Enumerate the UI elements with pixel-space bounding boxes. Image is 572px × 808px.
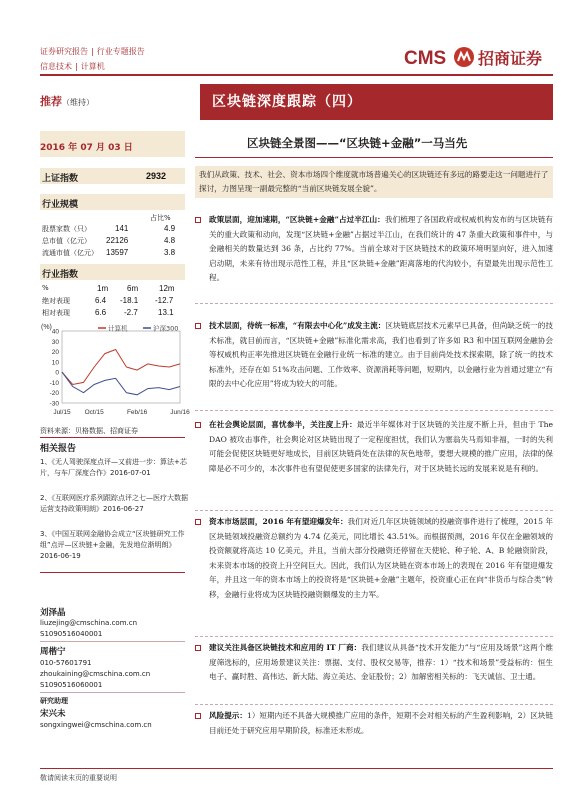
y-tick-label: 20 [51, 349, 59, 357]
category-research: 证券研究报告 [40, 47, 88, 56]
report-date: 2016 年 07 月 03 日 [40, 143, 133, 153]
report-subtitle: 区块链全景图——“区块链+金融”一马当先 [247, 136, 468, 150]
bullet-square-icon [195, 323, 201, 329]
analyst-cert: S1090516060001 [40, 681, 103, 689]
index-label: 上证指数 [42, 174, 79, 184]
perf-cell: -18.1 [120, 296, 139, 305]
analyst-email[interactable]: songxingwei@cmschina.com.cn [40, 721, 152, 729]
rating-label: 推荐 [40, 95, 62, 108]
perf-col-header: 6m [127, 284, 139, 293]
bullet-heading: 建议关注具备区块链技术和应用的 IT 厂商： [209, 643, 362, 652]
perf-cell: 6.4 [95, 296, 107, 305]
bullet-heading: 技术层面，待统一标准，“有限去中心化”成发主流： [209, 321, 386, 330]
legend-label: 计算机 [108, 324, 128, 333]
category-sector: 信息技术 [40, 62, 72, 71]
analyst-divider [40, 641, 185, 642]
y-tick-label: 30 [51, 338, 59, 346]
bullet-square-icon [195, 217, 201, 223]
index-value: 2932 [146, 171, 167, 181]
rating [40, 93, 94, 109]
bullet-square-icon [195, 519, 201, 525]
bullet-heading: 政策层面，迎加速期，“区块链+金融”占过半江山： [209, 215, 385, 224]
y-tick-label: 40 [51, 328, 59, 336]
section-divider [40, 437, 185, 438]
related-title: 相关报告 [40, 444, 77, 454]
footer-divider [40, 768, 553, 769]
analyst-divider [40, 692, 185, 693]
scale-row-label: 流通市值（亿元） [42, 249, 98, 257]
perf-col-header: 12m [159, 284, 175, 293]
scale-row-value: 13597 [106, 248, 129, 257]
category-industry: 计算机 [80, 62, 105, 71]
perf-cell: -12.7 [155, 296, 174, 305]
perf-row-label: 相对表现 [42, 309, 70, 317]
scale-row-pct: 3.8 [164, 248, 176, 257]
y-tick-label: -20 [49, 390, 59, 398]
bullet-square-icon [195, 422, 201, 428]
y-tick-label: -30 [49, 400, 59, 408]
perf-row-label: 绝对表现 [42, 297, 70, 305]
bullet-text: 1）短期内还不具备大规模推广应用的条件，短期不会对相关标的产生盈利影响，2）区块链目前还处于研究应用早期阶段，标准还未形成。 [209, 711, 553, 735]
logo-cn: 招商证券 [478, 49, 543, 68]
bullet-text: 区块链底层技术元素早已具备，但尚缺乏统一的技术标准，就目前而言，“区块链+金融”标准化需求高，我们也看到了许多如 R3 和中国互联网金融协会等权威机构正率先推进区块链在金融行业统一标准的建立。由于目前尚处技术探索期，除了统一的技术标准外，还存在如 51%攻击问题、工作效率、资源消耗等问题，短期内，以金融行业为首通过建立“有限的去中心化应用”将成为较大的可能。 [209, 321, 553, 388]
index-performance-chart [40, 321, 190, 417]
perf-col-header: 1m [97, 284, 109, 293]
analyst-cert: S1090516040001 [40, 630, 103, 638]
bullet-text: 我们建议从具备“技术开发能力”与“应用及场景”这两个维度筛选标的，应用场景建议关注：票据、支付、股权交易等，推荐：1）“技术和场景”受益标的：恒生电子、赢时胜、高伟达、新大陆、海立美达、金证股份；2）加解密相关标的：飞天诚信、卫士通。 [209, 643, 553, 681]
bullet-text: 我们梳理了各国政府或权威机构发布的与区块链有关的重大政策和动向，发现“区块链+金融”占据过半江山，在我们统计的 47 条重大政策和事件中，与金融相关的数量达到 36 条，占比约 77%。当前全球对于区块链技术的政策环境明显向好，进入加速启动期，未来有待出现示范性工程，并且“区块链+金融”距离落地的代沟较小，有望最先出现示范性工程。 [209, 215, 553, 282]
scale-row-value: 141 [115, 224, 129, 233]
y-axis-label: (%) [41, 324, 52, 331]
rating-sub: （维持） [62, 98, 94, 107]
analyst-email[interactable]: zhoukaining@cmschina.com.cn [40, 670, 151, 678]
bullet-heading: 资本市场层面，2016 年有望迎爆发年： [209, 517, 348, 526]
bullet-society [195, 418, 553, 476]
legend-label: 沪深300 [153, 324, 179, 333]
bullet-square-icon [195, 713, 201, 719]
analyst-phone: 010-57601791 [40, 659, 92, 667]
bullet-risk [195, 709, 553, 738]
scale-title: 行业规模 [42, 200, 79, 210]
x-tick-label: Jul/15 [53, 409, 71, 416]
related-report-item[interactable]: 3、《中国互联网金融协会成立“区块链研究工作组”点评—区块链+金融，先发地位渐明朗》2016-06-19 [40, 530, 185, 560]
y-tick-label: 10 [51, 359, 59, 367]
footer-note: 敬请阅读末页的重要说明 [40, 774, 117, 782]
assistant-role: 研究助理 [40, 697, 68, 705]
category-topic: 行业专题报告 [96, 47, 145, 56]
perf-cell: -2.7 [124, 308, 138, 317]
analyst-name: 刘泽晶 [40, 608, 66, 618]
report-title: 区块链深度跟踪（四） [212, 94, 362, 110]
section-divider [40, 572, 185, 573]
x-tick-label: Oct/15 [84, 409, 104, 416]
logo-text: CMS [404, 48, 447, 69]
analyst-name: 周楷宁 [40, 647, 66, 657]
y-tick-label: 0 [55, 369, 59, 377]
perf-cell: 13.1 [158, 308, 174, 317]
x-tick-label: Feb/16 [126, 409, 148, 416]
bullet-technology [195, 319, 553, 392]
scale-pct-header: 占比% [150, 214, 171, 222]
cms-logo [404, 44, 552, 70]
related-report-item[interactable]: 2、《互联网医疗系列跟踪点评之七—医疗大数据运营支持政策明朗》2016-06-27 [40, 494, 188, 513]
summary-box: 我们从政策、技术、社会、资本市场四个维度就市场普遍关心的区块链还有多远的路要走这一问题进行了探讨，力图呈现一副最完整的“当前区块链发展全貌”。 [195, 166, 553, 198]
bullet-policy [195, 213, 553, 286]
bullet-divider [195, 636, 553, 637]
y-tick-label: -10 [49, 379, 59, 387]
analyst-name: 宋兴未 [40, 709, 66, 719]
scale-row-value: 22126 [106, 236, 129, 245]
perf-title: 行业指数 [42, 270, 79, 280]
scale-row-pct: 4.8 [164, 236, 176, 245]
bullet-divider [195, 410, 553, 411]
report-category: 证券研究报告 | 行业专题报告 信息技术 | 计算机 [40, 47, 145, 71]
scale-row-pct: 4.9 [164, 224, 176, 233]
subtitle-divider [195, 157, 553, 158]
x-tick-label: Jun/16 [170, 409, 190, 416]
bullet-text: 最近半年媒体对于区块链的关注度不断上升，但由于 The DAO 被攻击事件，社会舆论对区块链出现了一定程度担忧，我们认为塞翁失马焉知非福，一时的失利可能会促使区块链更好地成长，目前区块链尚处在法律的灰色地带，要想大规模的推广应用，法律的保障是必不可少的，本次事件也有望促使更多国家的法律先行，对于区块链长远的发展来说是有利的。 [209, 420, 553, 473]
bullet-text: 我们对近几年区块链领域的投融资事件进行了梳理，2015 年区块链领域投融资总额约为 4.74 亿美元，同比增长 43.51%。而根据预测，2016 年仅在金融领域的投资额就将高达 10 亿美元，并且，当前大部分投融资还停留在天使轮、种子轮、A、B 轮融资阶段，未来资本市场的投资上升空间巨大。因此，我们认为区块链在资本市场上的表现在 2016 年有望迎爆发年，并且这一年的资本市场上的投资将是“区块链+金融”主题年，投资重心正在向“非货币与综合类”转移，金融行业将成为区块链投融资额爆发的主力军。 [209, 517, 553, 599]
perf-cell: 6.6 [95, 308, 107, 317]
bullet-recommend [195, 641, 553, 685]
chart-source: 资料来源：贝格数据、招商证券 [40, 427, 138, 435]
scale-row-label: 股票家数（只） [42, 225, 91, 233]
bullet-capital [195, 515, 553, 602]
bullet-square-icon [195, 645, 201, 651]
bullet-heading: 在社会舆论层面，喜忧参半，关注度上升： [209, 420, 357, 429]
related-report-item[interactable]: 1、《无人驾驶深度点评—又前进一步：算法+芯片，与车厂深度合作》2016-07-01 [40, 458, 187, 477]
bullet-divider [195, 303, 553, 304]
analyst-email[interactable]: liuzejing@cmschina.com.cn [40, 619, 138, 627]
bullet-divider [195, 704, 553, 705]
bullet-heading: 风险提示： [209, 711, 247, 720]
plot-frame [62, 331, 180, 403]
series-line-1 [62, 350, 180, 385]
perf-col-header: % [42, 284, 49, 292]
bullet-divider [195, 510, 553, 511]
scale-row-label: 总市值（亿元） [42, 237, 91, 245]
header-divider [40, 74, 553, 76]
